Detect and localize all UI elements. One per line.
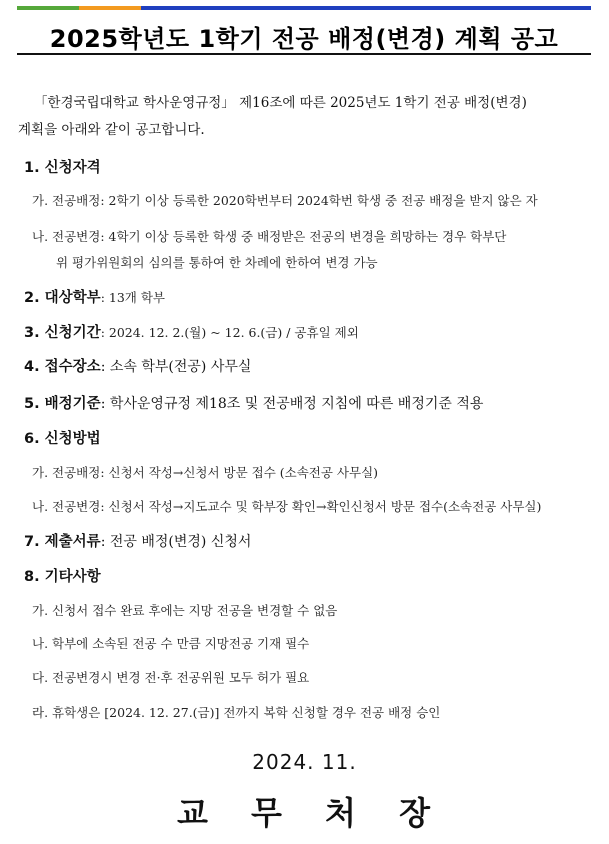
section-value: : 전공 배정(변경) 신청서 <box>100 534 252 550</box>
list-item: 가. 신청서 접수 완료 후에는 지망 전공을 변경할 수 없음 <box>32 603 338 618</box>
section-heading: 4. 접수장소 <box>24 359 101 375</box>
section-method <box>24 427 101 448</box>
section-reception-place <box>24 355 251 376</box>
list-item: 나. 전공변경: 신청서 작성→지도교수 및 학부장 확인→확인신청서 방문 접수(소속전공 사무실) <box>32 499 542 514</box>
section-value: : 소속 학부(전공) 사무실 <box>100 359 252 375</box>
intro-line-2: 계획을 아래와 같이 공고합니다. <box>18 122 205 138</box>
section-documents <box>24 530 251 551</box>
intro-paragraph <box>18 90 592 144</box>
list-item-continued: 위 평가위원회의 심의를 통하여 한 차례에 한하여 변경 가능 <box>56 255 378 270</box>
section-eligibility <box>24 156 101 177</box>
section-heading: 6. 신청방법 <box>24 431 101 447</box>
announcement-date: 2024. 11. <box>252 750 357 774</box>
list-item: 가. 전공배정: 신청서 작성→신청서 방문 접수 (소속전공 사무실) <box>32 465 379 480</box>
section-application-period <box>24 321 359 342</box>
section-heading: 3. 신청기간 <box>24 325 101 341</box>
section-target-departments <box>24 286 165 307</box>
bar-blue <box>141 6 591 10</box>
list-item: 라. 휴학생은 [2024. 12. 27.(금)] 전까지 복학 신청할 경우 전공 배정 승인 <box>32 705 441 720</box>
section-other <box>24 565 101 586</box>
intro-line-1: 「한경국립대학교 학사운영규정」 제16조에 따른 2025년도 1학기 전공 배정(변경) <box>34 95 527 111</box>
header-color-bar <box>17 6 591 10</box>
list-item: 나. 전공변경: 4학기 이상 등록한 학생 중 배정받은 전공의 변경을 희망하는 경우 학부단 <box>32 229 507 244</box>
section-value: : 13개 학부 <box>100 290 165 305</box>
list-item: 다. 전공변경시 변경 전·후 전공위원 모두 허가 필요 <box>32 670 310 685</box>
section-heading: 1. 신청자격 <box>24 160 101 176</box>
page-title: 2025학년도 1학기 전공 배정(변경) 계획 공고 <box>49 25 559 53</box>
bar-orange <box>79 6 141 10</box>
section-criteria <box>24 392 483 413</box>
section-value: : 학사운영규정 제18조 및 전공배정 지침에 따른 배정기준 적용 <box>100 396 484 412</box>
title-box <box>17 13 591 55</box>
section-value: : 2024. 12. 2.(월) ~ 12. 6.(금) / 공휴일 제외 <box>100 325 359 340</box>
section-heading: 5. 배정기준 <box>24 396 101 412</box>
list-item: 가. 전공배정: 2학기 이상 등록한 2020학번부터 2024학번 학생 중 전공 배정을 받지 않은 자 <box>32 193 538 208</box>
section-heading: 2. 대상학부 <box>24 290 101 306</box>
section-heading: 7. 제출서류 <box>24 534 101 550</box>
list-item: 나. 학부에 소속된 전공 수 만큼 지망전공 기재 필수 <box>32 636 310 651</box>
issuer-name: 교 무 처 장 <box>176 794 433 832</box>
section-heading: 8. 기타사항 <box>24 569 101 585</box>
bar-green <box>17 6 79 10</box>
